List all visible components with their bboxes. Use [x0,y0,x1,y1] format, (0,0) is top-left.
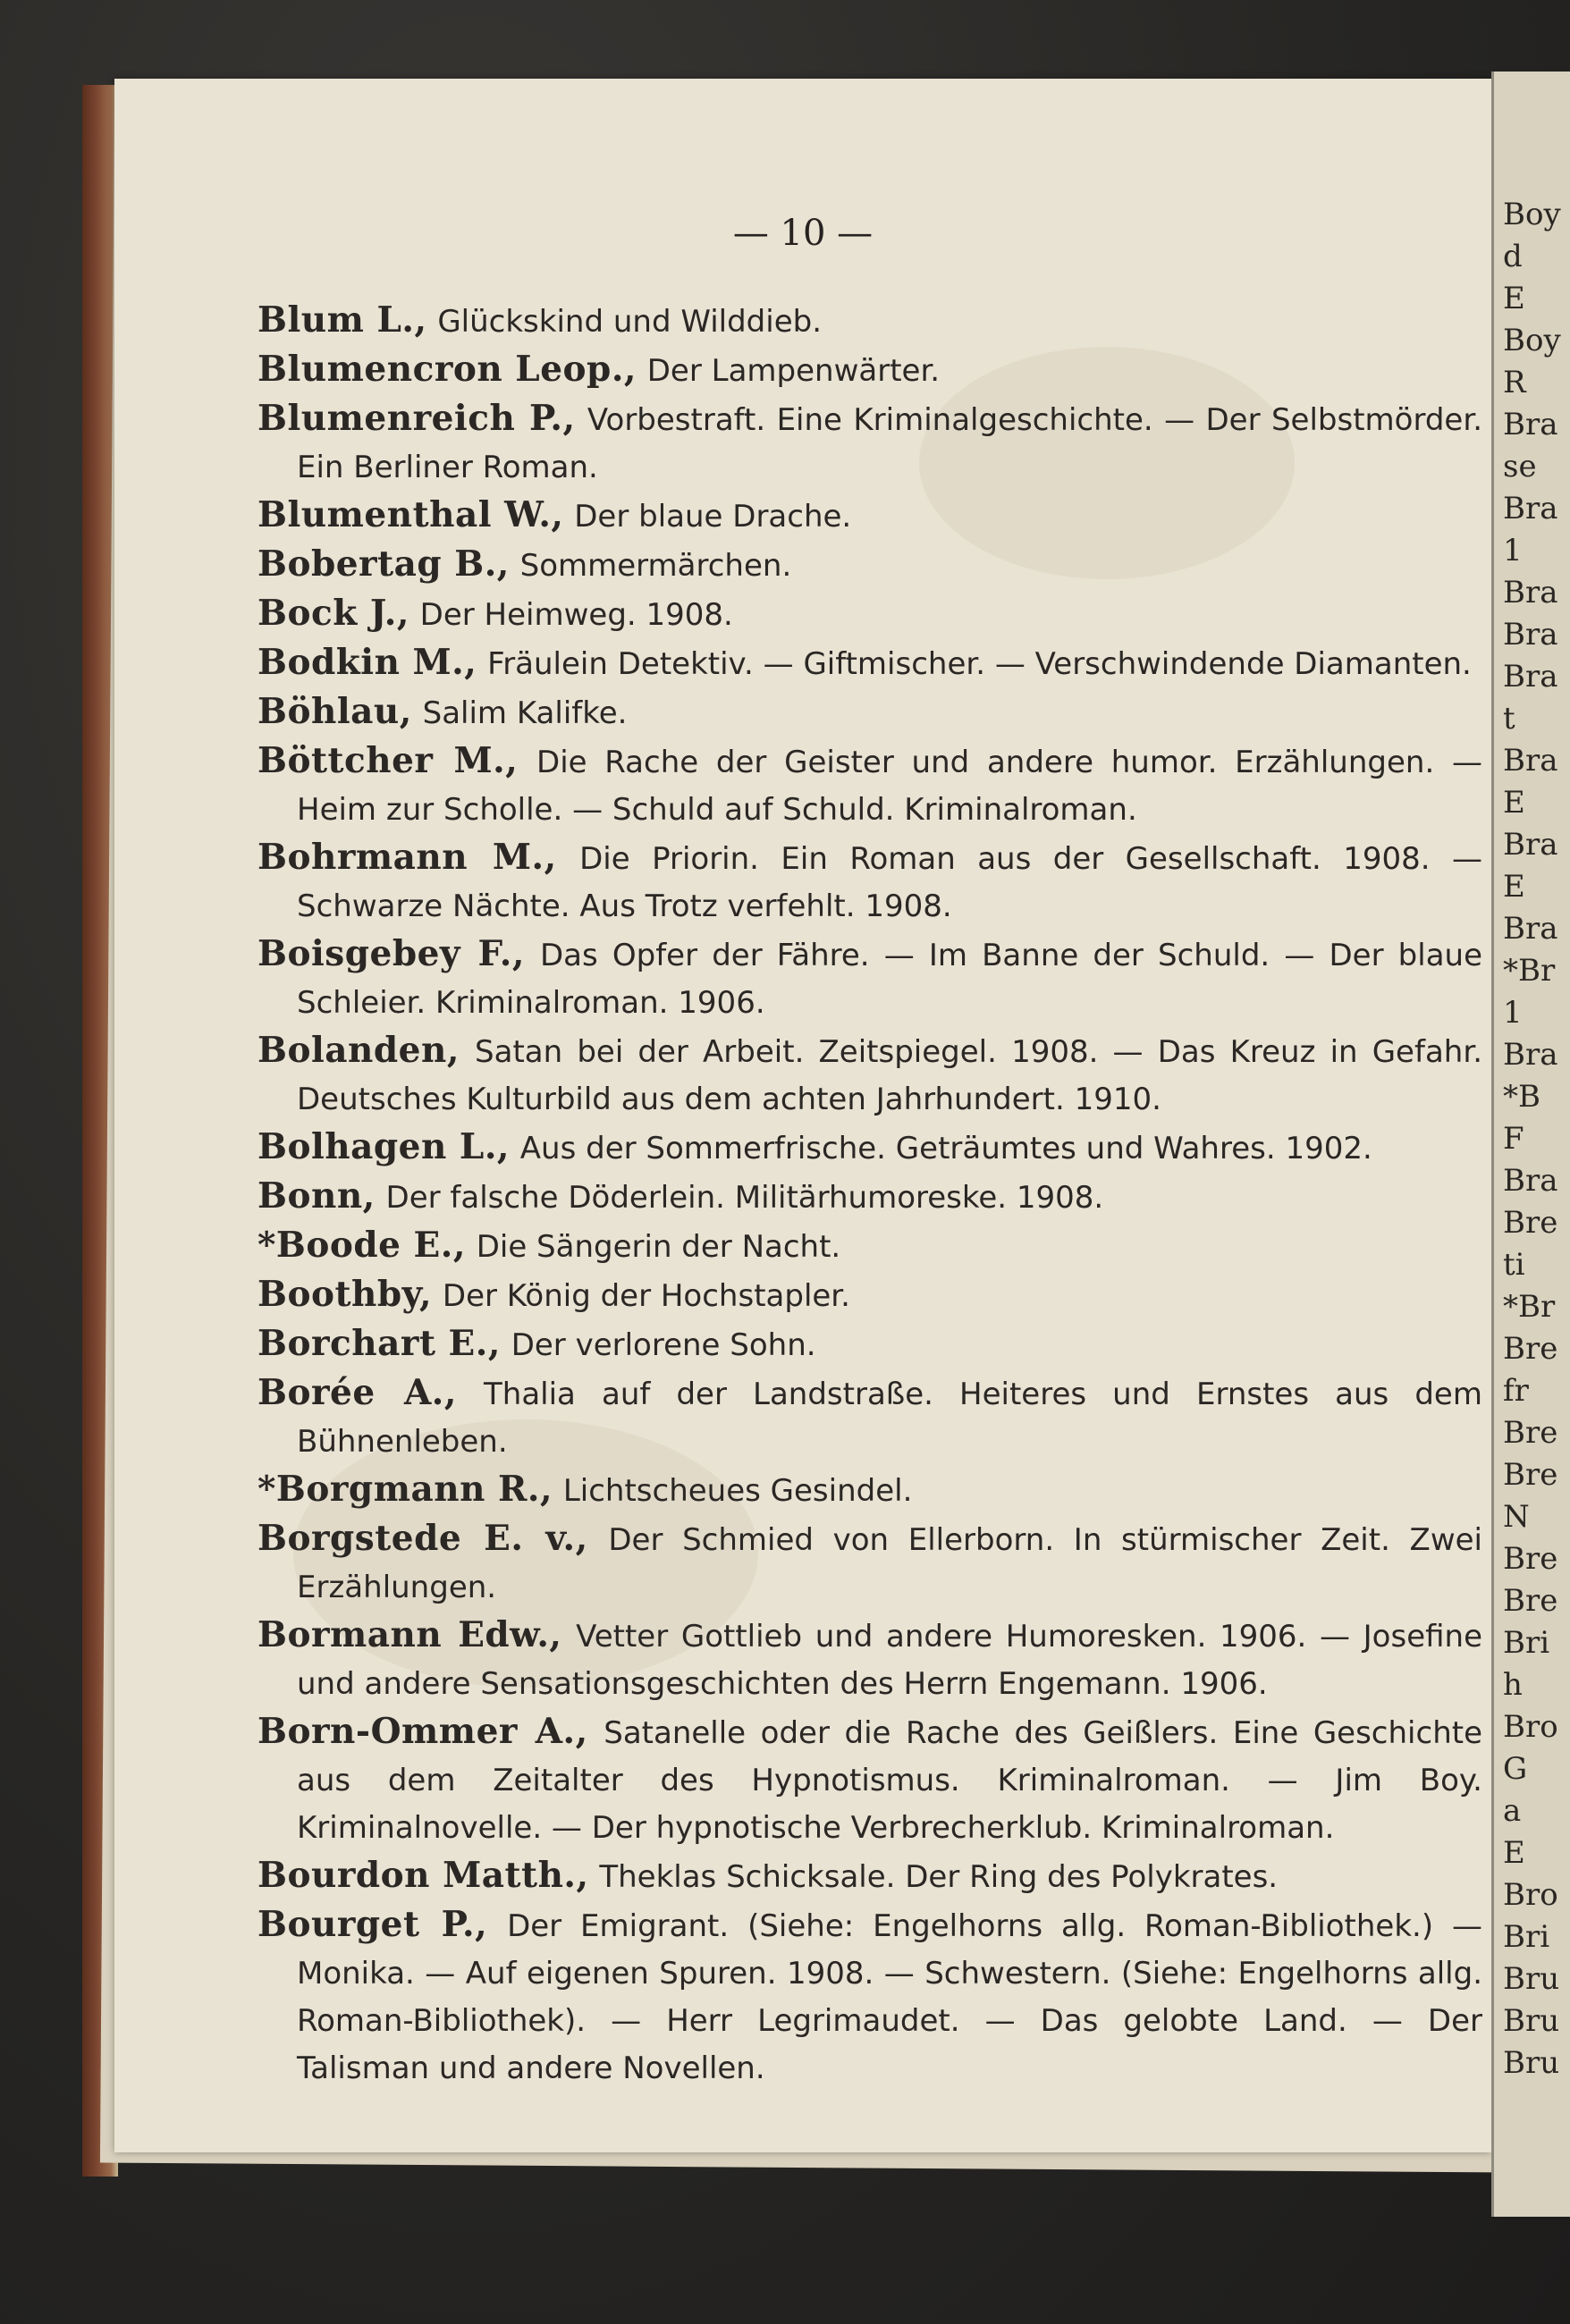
facing-page-fragment: t [1503,701,1515,737]
facing-page-fragment: Boy [1503,323,1561,358]
facing-page-fragment: Bra [1503,911,1558,947]
entry-author: *Borgmann R., [257,1469,553,1510]
bibliography-entry [257,542,1482,589]
entry-author: Bourdon Matth., [257,1855,589,1896]
entry-author: Bohrmann M., [257,837,557,878]
facing-page-fragment: d [1503,239,1523,274]
facing-page-fragment: Bru [1503,1961,1560,1997]
entry-titles: Der Schmied von Ellerborn. In stürmischer Zeit. Zwei Erzählungen. [297,1522,1483,1605]
bibliography-entry [257,1174,1482,1221]
facing-page-fragment: Bra [1503,743,1558,779]
bibliography-entry [257,396,1482,491]
entry-titles: Der Lampenwärter. [646,353,941,389]
bibliography-entry [257,1272,1482,1319]
bibliography-entry [257,1612,1482,1707]
bibliography-list [257,298,1482,2093]
facing-page-fragment: Bre [1503,1205,1558,1241]
entry-titles: Satan bei der Arbeit. Zeitspiegel. 1908. — Das Kreuz in Gefahr. Deutsches Kulturbild aus dem achten Jahrhundert. 1910. [297,1034,1482,1117]
entry-titles: Die Priorin. Ein Roman aus der Gesellschaft. 1908. — Schwarze Nächte. Aus Trotz verfehlt. 1908. [297,841,1482,924]
entry-titles: Der König der Hochstapler. [442,1278,850,1314]
entry-titles: Vorbestraft. Eine Kriminalgeschichte. — Der Selbstmörder. Ein Berliner Roman. [297,402,1483,485]
facing-page-fragment: ti [1503,1247,1525,1283]
entry-author: Borchart E., [257,1323,501,1364]
entry-author: Borgstede E. v., [257,1518,588,1559]
facing-page-fragment: Bre [1503,1457,1558,1493]
facing-page-fragment: fr [1503,1373,1529,1409]
bibliography-entry [257,689,1482,737]
facing-page-fragment: Bra [1503,407,1558,442]
facing-page-fragment: F [1503,1121,1524,1157]
entry-author: Bourget P., [257,1904,488,1945]
entry-author: Blumenthal W., [257,494,564,535]
facing-page-fragment: *B [1503,1079,1540,1115]
facing-page-fragment: Bre [1503,1583,1558,1619]
entry-author: Bolhagen L., [257,1126,511,1167]
entry-author: Boothby, [257,1274,433,1315]
facing-page-fragment: Bru [1503,2045,1560,2081]
bibliography-entry [257,1370,1482,1465]
entry-author: Bolanden, [257,1030,460,1071]
facing-page-fragment: N [1503,1499,1530,1535]
facing-page-fragment: Bra [1503,617,1558,653]
bibliography-entry [257,1516,1482,1611]
book-page [114,79,1491,2152]
entry-author: Blumencron Leop., [257,349,637,390]
facing-page-fragment: Bra [1503,1037,1558,1073]
entry-titles: Theklas Schicksale. Der Ring des Polykrates. [599,1859,1279,1895]
entry-titles: Der blaue Drache. [574,499,852,535]
entry-titles: Satanelle oder die Rache des Geißlers. Eine Geschichte aus dem Zeitalter des Hypnotismus. Kriminalroman. — Jim Boy. Kriminalnovelle. — Der hypnotische Verbrecherklub. Kriminalroman. [297,1715,1482,1846]
entry-author: *Boode E., [257,1225,466,1266]
entry-author: Born-Ommer A., [257,1711,588,1752]
facing-page-fragment: Bro [1503,1877,1558,1913]
entry-titles: Vetter Gottlieb und andere Humoresken. 1906. — Josefine und andere Sensationsgeschichten des Herrn Engemann. 1906. [297,1619,1482,1702]
entry-titles: Thalia auf der Landstraße. Heiteres und Ernstes aus dem Bühnenleben. [297,1377,1482,1460]
bibliography-entry [257,347,1482,394]
bibliography-entry [257,1321,1482,1368]
facing-page-fragment: *Br [1503,1289,1556,1325]
entry-titles: Die Sängerin der Nacht. [476,1229,841,1265]
entry-author: Borée A., [257,1372,457,1413]
entry-titles: Der Emigrant. (Siehe: Engelhorns allg. Roman-Bibliothek.) — Monika. — Auf eigenen Spuren. 1908. — Schwestern. (Siehe: Engelhorns allg. Roman-Bibliothek). — Herr Legrimaudet. — Das gelobte Land. — Der Talisman und andere Novellen. [297,1908,1483,2086]
entry-titles: Salim Kalifke. [422,695,628,731]
facing-page-fragment: Bro [1503,1709,1558,1745]
bibliography-entry [257,931,1482,1026]
facing-page-fragment: Bri [1503,1919,1550,1955]
entry-titles: Aus der Sommerfrische. Geträumtes und Wahres. 1902. [519,1131,1372,1166]
bibliography-entry [257,298,1482,345]
bibliography-entry [257,835,1482,930]
entry-author: Blumenreich P., [257,398,576,439]
bibliography-entry [257,1709,1482,1851]
entry-author: Böttcher M., [257,740,519,781]
facing-page-fragment: G [1503,1751,1528,1787]
bibliography-entry [257,1028,1482,1123]
facing-page-fragment: Bre [1503,1541,1558,1577]
facing-page-fragment: h [1503,1667,1523,1703]
entry-titles: Sommermärchen. [519,548,792,584]
entry-titles: Die Rache der Geister und andere humor. Erzählungen. — Heim zur Scholle. — Schuld auf Schuld. Kriminalroman. [297,745,1483,828]
entry-author: Bonn, [257,1175,376,1217]
bibliography-entry [257,591,1482,638]
facing-page-fragment: 1 [1503,533,1523,568]
facing-page-edge [1491,72,1570,2217]
facing-page-fragment: E [1503,1835,1525,1871]
facing-page-fragment: Boy [1503,197,1561,232]
entry-author: Bock J., [257,593,409,634]
entry-titles: Glückskind und Wilddieb. [437,304,823,340]
entry-author: Böhlau, [257,691,412,732]
entry-author: Blum L., [257,299,427,341]
facing-page-fragment: E [1503,869,1525,905]
facing-page-fragment: a [1503,1793,1522,1829]
facing-page-fragment: Bru [1503,2003,1560,2039]
facing-page-fragment: Bre [1503,1331,1558,1367]
bibliography-entry [257,1223,1482,1270]
entry-author: Bormann Edw., [257,1614,562,1655]
facing-page-fragment: 1 [1503,995,1523,1031]
facing-page-fragment: *Br [1503,953,1556,989]
facing-page-fragment: Bra [1503,1163,1558,1199]
bibliography-entry [257,1902,1482,2092]
facing-page-fragment: E [1503,785,1525,821]
facing-page-fragment: E [1503,281,1525,316]
entry-titles: Lichtscheues Gesindel. [562,1473,913,1509]
facing-page-fragment: R [1503,365,1526,400]
facing-page-fragment: Bra [1503,491,1558,526]
entry-titles: Der verlorene Sohn. [511,1327,816,1363]
facing-page-fragment: Bre [1503,1415,1558,1451]
entry-titles: Der Heimweg. 1908. [419,597,733,633]
bibliography-entry [257,1124,1482,1172]
facing-page-fragment: se [1503,449,1537,484]
bibliography-entry [257,640,1482,687]
bibliography-entry [257,738,1482,833]
facing-page-fragment: Bri [1503,1625,1550,1661]
bibliography-entry [257,1467,1482,1514]
page-number: — 10 — [732,213,874,254]
entry-author: Boisgebey F., [257,933,525,974]
facing-page-fragment: Bra [1503,659,1558,695]
entry-titles: Fräulein Detektiv. — Giftmischer. — Verschwindende Diamanten. [487,646,1472,682]
facing-page-fragment: Bra [1503,575,1558,610]
entry-titles: Der falsche Döderlein. Militärhumoreske. 1908. [385,1180,1104,1216]
entry-titles: Das Opfer der Fähre. — Im Banne der Schuld. — Der blaue Schleier. Kriminalroman. 1906. [297,938,1483,1021]
bibliography-entry [257,1853,1482,1900]
entry-author: Bodkin M., [257,642,477,683]
entry-author: Bobertag B., [257,543,510,585]
bibliography-entry [257,493,1482,540]
facing-page-fragment: Bra [1503,827,1558,863]
